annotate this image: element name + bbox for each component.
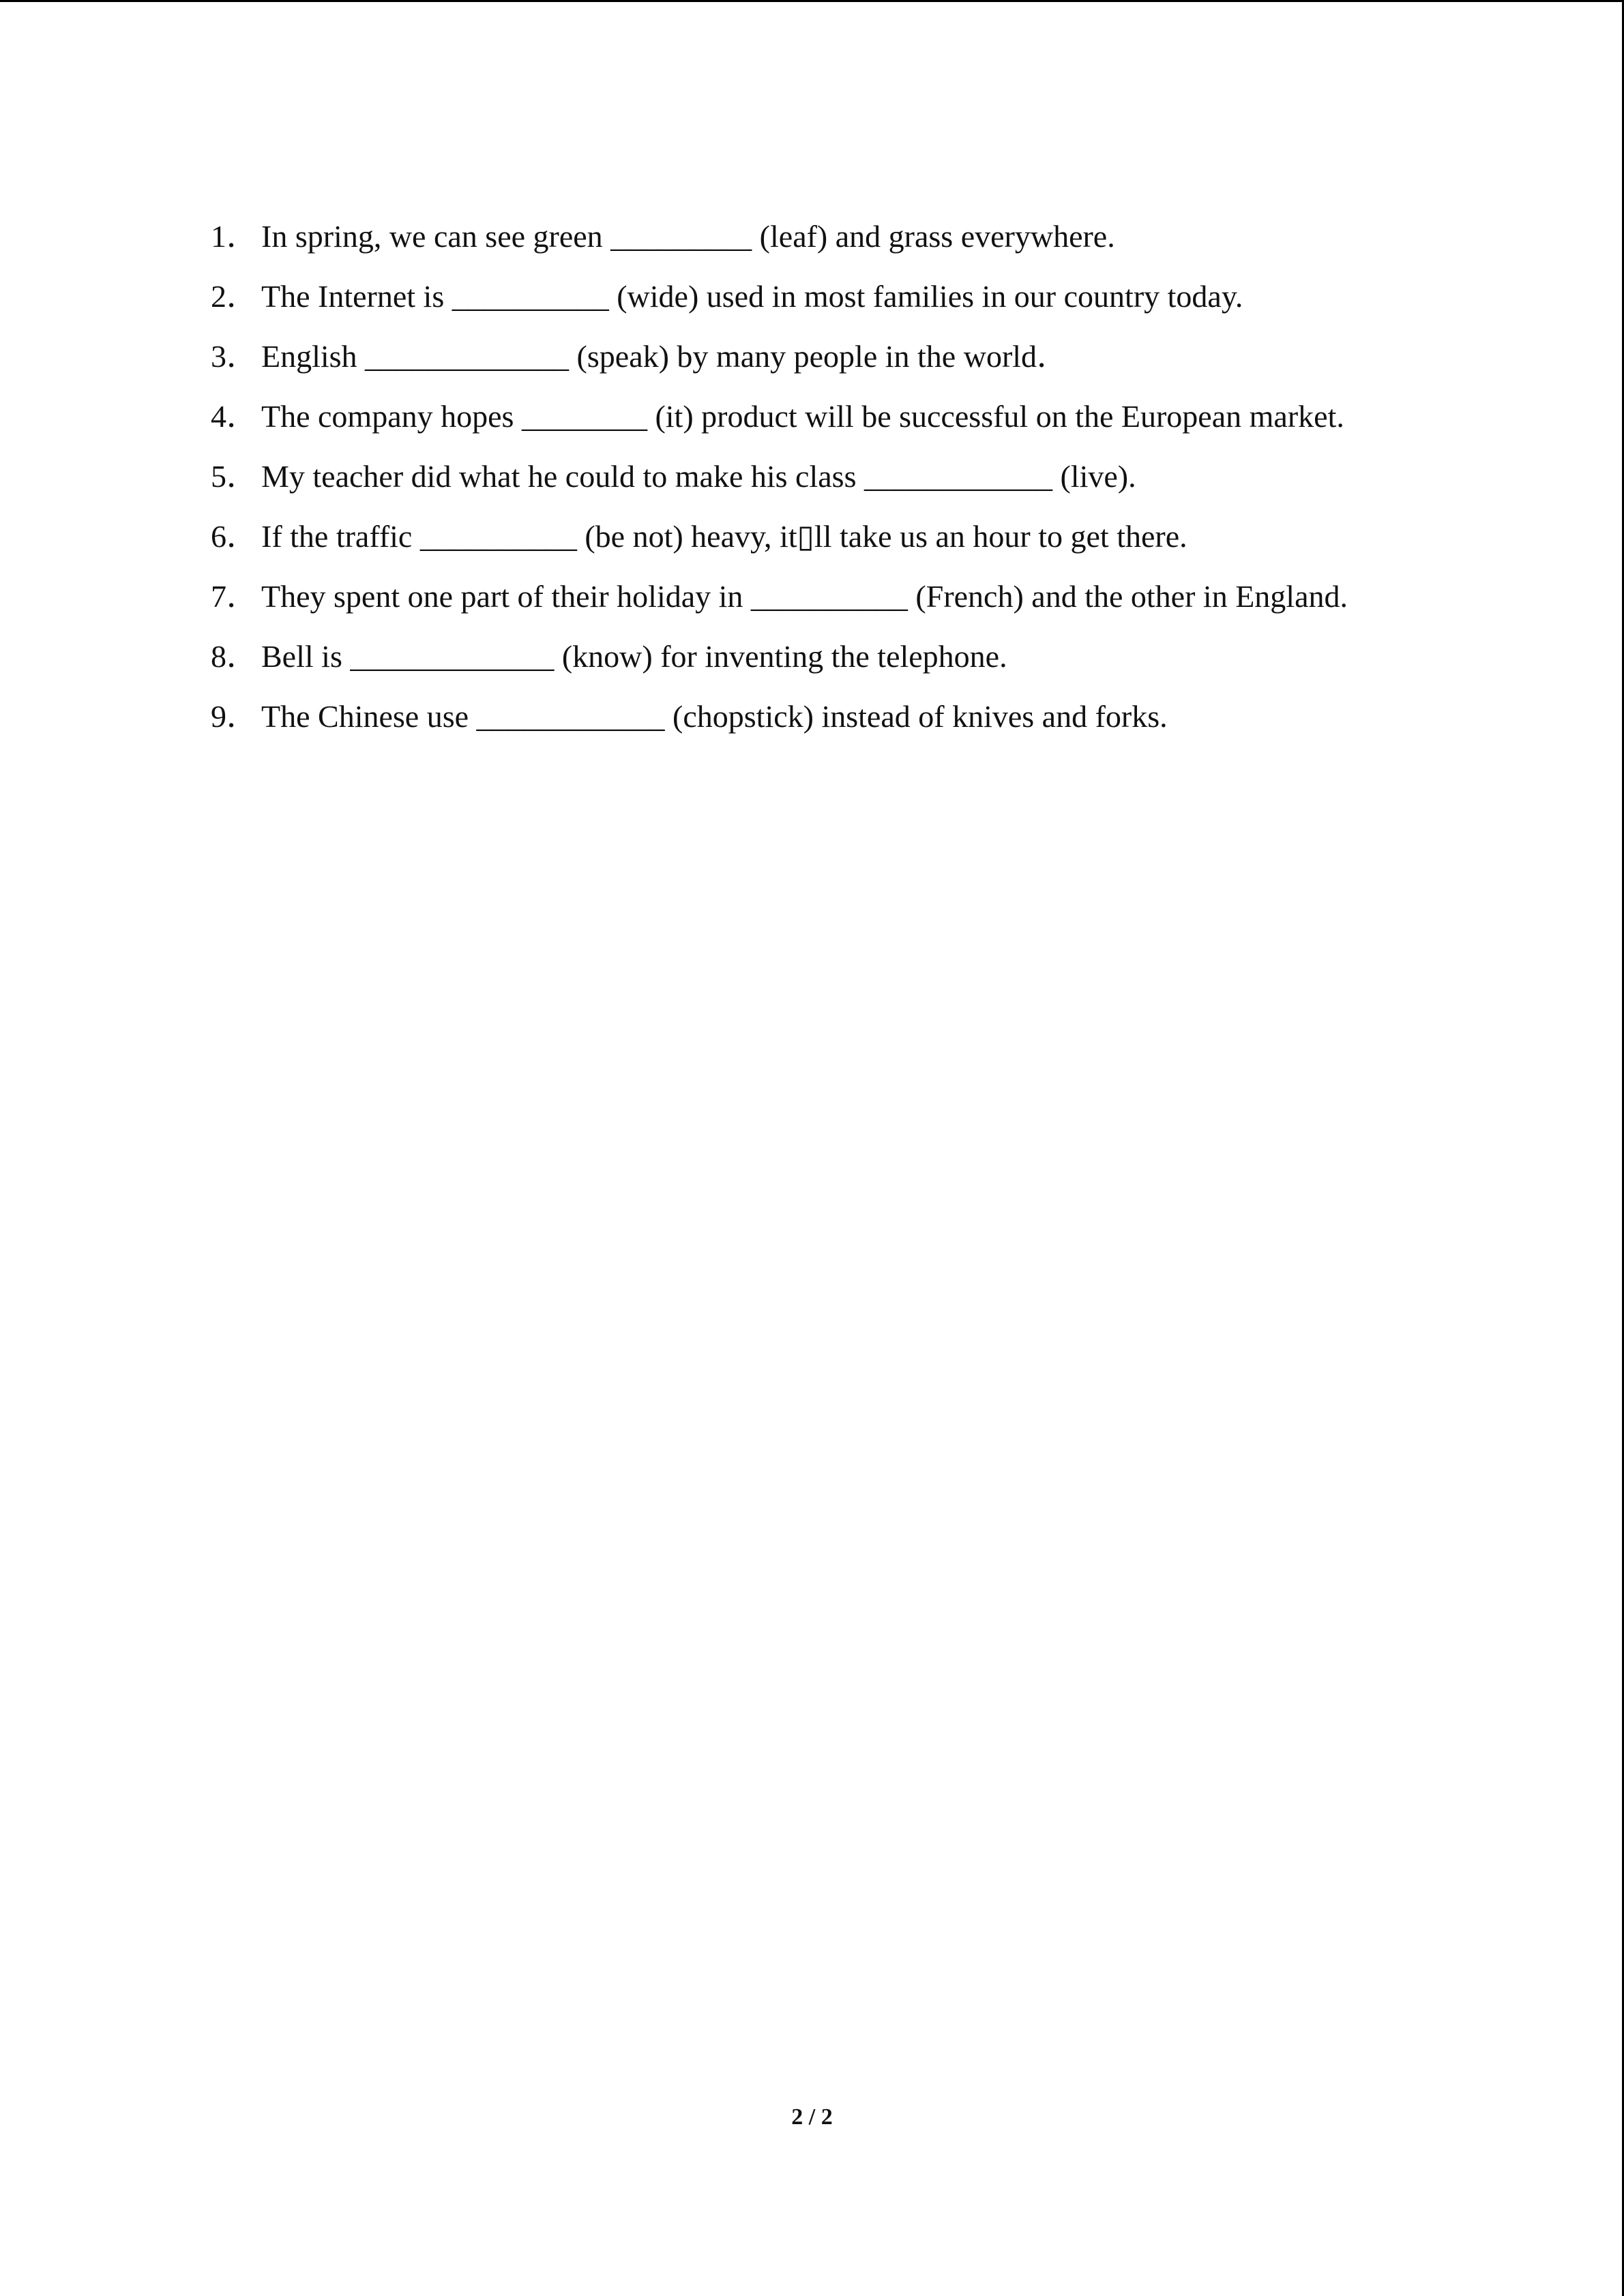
exercise-number: 8． <box>211 639 258 674</box>
exercise-number: 7． <box>211 579 258 614</box>
exercise-number: 2． <box>211 279 258 314</box>
exercise-text: They spent one part of their holiday in __________ (French) and the other in England. <box>261 579 1348 614</box>
exercise-item-6 <box>0 513 1624 573</box>
exercise-number: 3． <box>211 339 258 374</box>
exercise-number: 6． <box>211 519 258 554</box>
exercise-item-4 <box>0 393 1624 453</box>
exercise-item-9 <box>0 694 1624 754</box>
exercise-item-1 <box>0 213 1624 273</box>
exercise-text: The Chinese use ____________ (chopstick) instead of knives and forks. <box>261 699 1168 734</box>
exercise-text: My teacher did what he could to make his class ____________ (live). <box>261 459 1136 494</box>
exercise-text: In spring, we can see green _________ (leaf) and grass everywhere. <box>261 219 1115 254</box>
exercise-text: English _____________ (speak) by many people in the world． <box>261 339 1069 374</box>
exercise-text: The Internet is __________ (wide) used in most families in our country today. <box>261 279 1243 314</box>
exercise-number: 1． <box>211 219 258 254</box>
exercise-number: 9． <box>211 699 258 734</box>
exercise-item-3 <box>0 333 1624 393</box>
exercise-text: Bell is _____________ (know) for inventing the telephone. <box>261 639 1007 674</box>
exercise-item-7 <box>0 573 1624 633</box>
page-number: 2 / 2 <box>791 2104 833 2130</box>
exercise-item-2 <box>0 273 1624 333</box>
exercise-list <box>0 213 1624 754</box>
exercise-item-8 <box>0 633 1624 694</box>
exercise-number: 5． <box>211 459 258 494</box>
exercise-text: If the traffic __________ (be not) heavy, it▯ll take us an hour to get there. <box>261 519 1187 554</box>
exercise-text: The company hopes ________ (it) product will be successful on the European market. <box>261 399 1344 434</box>
exercise-item-5 <box>0 453 1624 513</box>
exercise-number: 4． <box>211 399 258 434</box>
